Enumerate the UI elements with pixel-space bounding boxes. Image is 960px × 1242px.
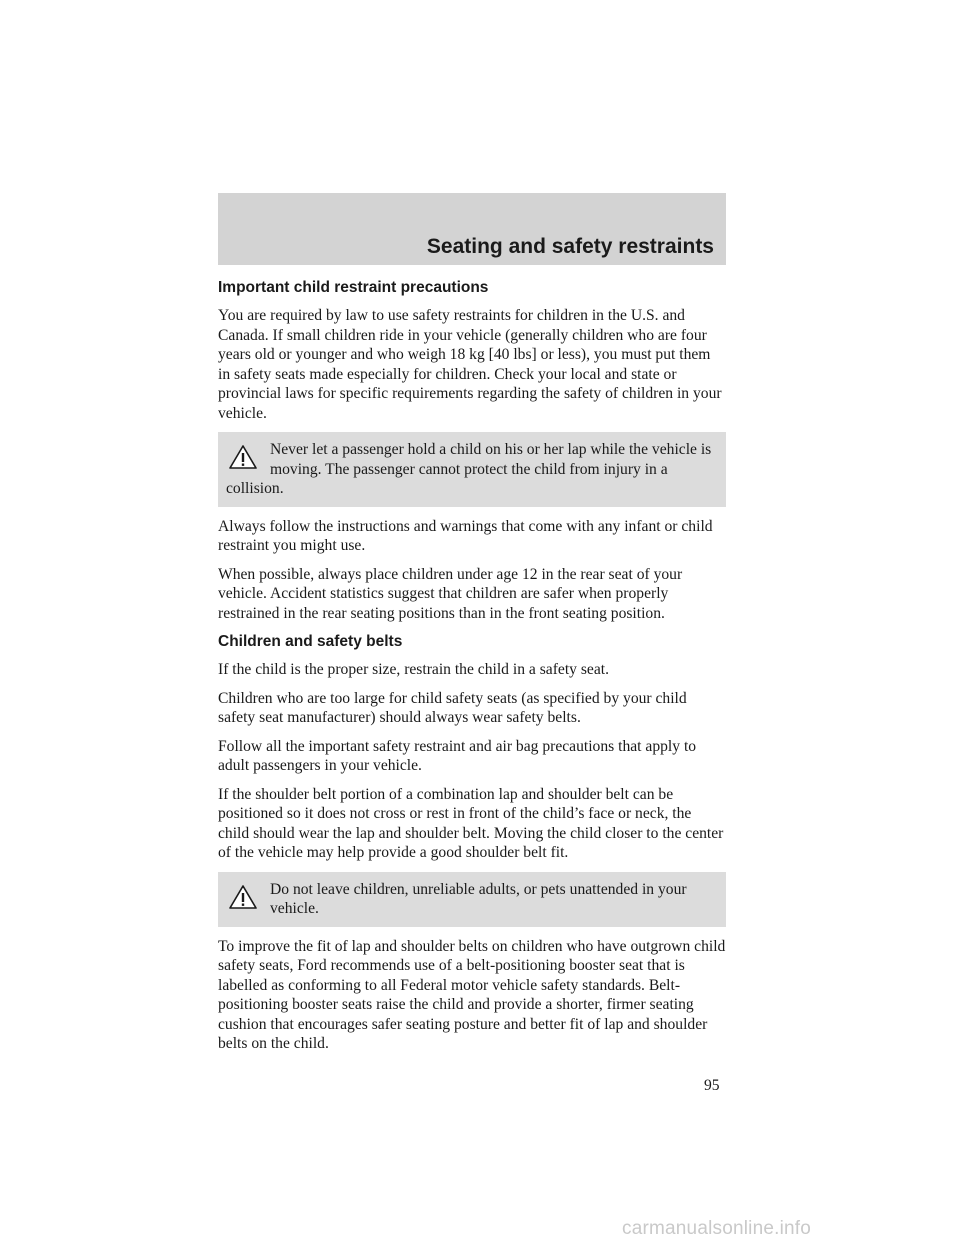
warning-triangle-icon	[228, 884, 258, 910]
heading-child-restraint-precautions: Important child restraint precautions	[218, 279, 489, 296]
paragraph-too-large: Children who are too large for child safety seats (as specified by your child safety seat manufacturer) should always wear safety belts.	[218, 689, 687, 726]
page-number: 95	[704, 1077, 720, 1094]
warning-box-unattended	[218, 872, 726, 927]
warning-triangle-icon	[228, 444, 258, 470]
warning-text-unattended: Do not leave children, unreliable adults, or pets unattended in your vehicle.	[270, 880, 687, 917]
warning-box-lap	[218, 432, 726, 507]
heading-children-safety-belts: Children and safety belts	[218, 633, 403, 650]
section-header-band	[218, 193, 726, 265]
section-title: Seating and safety restraints	[426, 235, 714, 258]
paragraph-shoulder-belt: If the shoulder belt portion of a combination lap and shoulder belt can be positioned so it does not cross or rest in front of the child’s face or neck, the child should wear the lap and shoulder belt. Moving the child closer to the center of the vehicle may help provide a good shoulder belt fit.	[218, 785, 724, 861]
paragraph-rear-seat: When possible, always place children under age 12 in the rear seat of your vehicle. Accident statistics suggest that children are safer when properly restrained in the rear seating positions than in the front seating position.	[218, 565, 683, 622]
page-content	[218, 278, 726, 1063]
warning-text-lap: Never let a passenger hold a child on his or her lap while the vehicle is moving. The passenger cannot protect the child from injury in a collision.	[226, 441, 712, 497]
paragraph-adult-precautions: Follow all the important safety restraint and air bag precautions that apply to adult passengers in your vehicle.	[218, 737, 697, 774]
paragraph-proper-size: If the child is the proper size, restrain the child in a safety seat.	[218, 661, 610, 678]
paragraph-follow-instructions: Always follow the instructions and warnings that come with any infant or child restraint you might use.	[218, 517, 713, 554]
paragraph-booster-seat: To improve the fit of lap and shoulder belts on children who have outgrown child safety seats, Ford recommends use of a belt-positioning booster seat that is labelled as conforming to all Federal motor vehicle safety standards. Belt-positioning booster seats raise the child and provide a shorter, firmer seating cushion that encourages safer seating posture and better fit of lap and shoulder belts on the child.	[218, 937, 726, 1052]
watermark: carmanualsonline.info	[622, 1218, 812, 1239]
paragraph-law-requirement: You are required by law to use safety restraints for children in the U.S. and Canada. If small children ride in your vehicle (generally children who are four years old or younger and who weigh 18 kg [40 lbs] or less), you must put them in safety seats made especially for children. Check your local and state or provincial laws for specific requirements regarding the safety of children in your vehicle.	[218, 307, 722, 422]
